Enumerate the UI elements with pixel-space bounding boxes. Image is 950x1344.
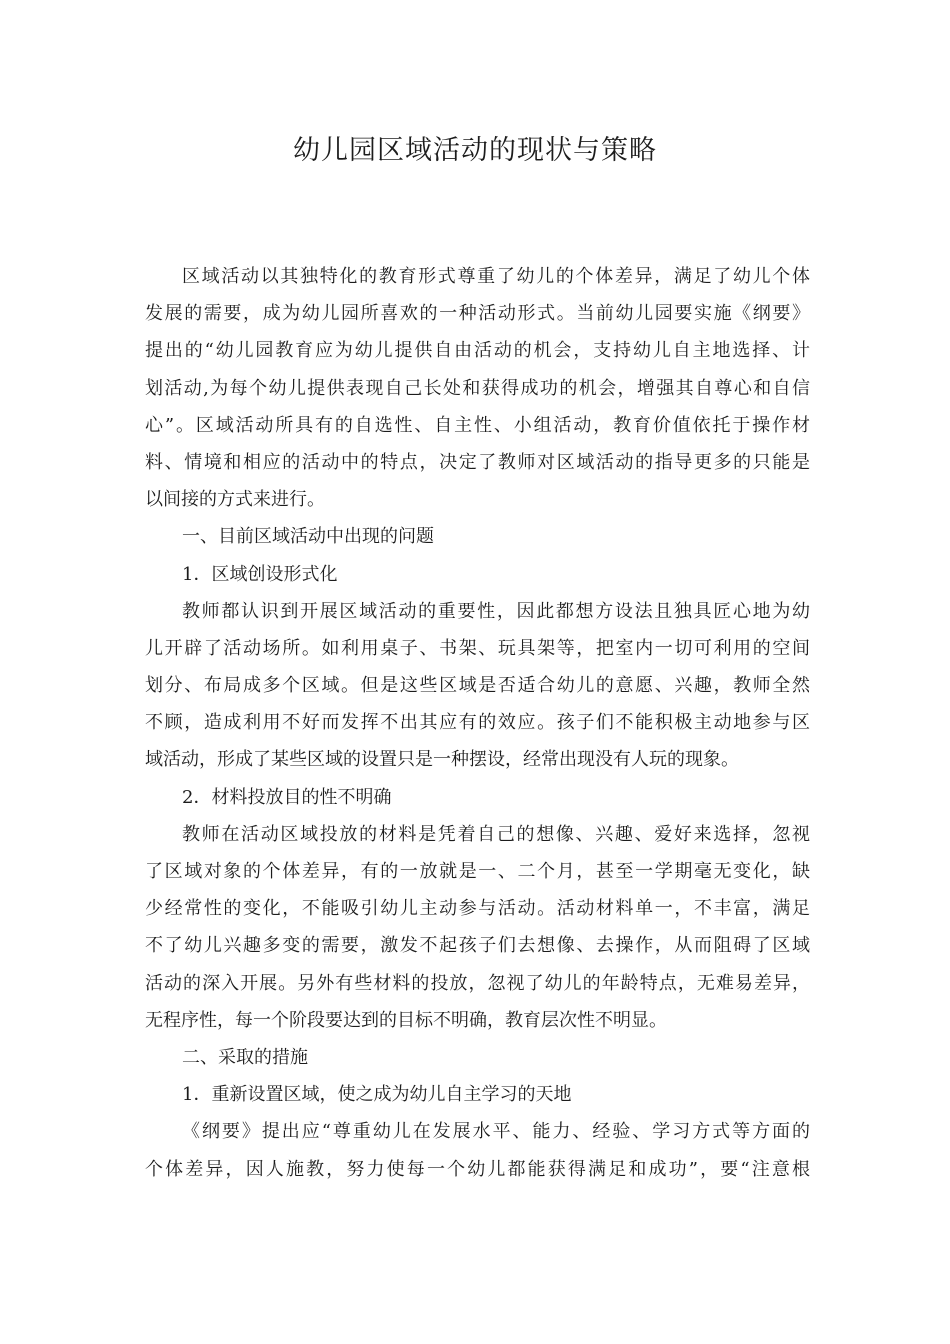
subsection-heading: 2．材料投放目的性不明确	[182, 786, 392, 808]
paragraph-line: 教师都认识到开展区域活动的重要性，因此都想方设法且独具匠心地为幼	[182, 600, 810, 622]
paragraph-line: 活动的深入开展。另外有些材料的投放，忽视了幼儿的年龄特点，无难易差异，	[145, 972, 810, 994]
section-heading: 二、采取的措施	[182, 1046, 308, 1068]
paragraph-line: 提出的“幼儿园教育应为幼儿提供自由活动的机会，支持幼儿自主地选择、计	[145, 340, 810, 362]
paragraph-line: 心”。区域活动所具有的自选性、自主性、小组活动，教育价值依托于操作材	[145, 414, 810, 436]
paragraph-line: 《纲要》提出应“尊重幼儿在发展水平、能力、经验、学习方式等方面的	[182, 1121, 810, 1143]
subsection-heading: 1．重新设置区域，使之成为幼儿自主学习的天地	[182, 1084, 572, 1106]
paragraph-line: 儿开辟了活动场所。如利用桌子、书架、玩具架等，把室内一切可利用的空间	[145, 637, 810, 659]
paragraph-line: 个体差异，因人施教，努力使每一个幼儿都能获得满足和成功”，要“注意根	[145, 1158, 810, 1180]
paragraph-line: 不顾，造成利用不好而发挥不出其应有的效应。孩子们不能积极主动地参与区	[145, 712, 810, 734]
paragraph-line: 以间接的方式来进行。	[145, 489, 325, 511]
paragraph-line: 区域活动以其独特化的教育形式尊重了幼儿的个体差异，满足了幼儿个体	[182, 266, 810, 287]
paragraph-line: 划活动,为每个幼儿提供表现自己长处和获得成功的机会，增强其自尊心和自信	[145, 377, 810, 399]
subsection-heading: 1．区域创设形式化	[182, 563, 338, 585]
paragraph-line: 无程序性，每一个阶段要达到的目标不明确，教育层次性不明显。	[145, 1009, 667, 1031]
document-body	[145, 258, 810, 1188]
section-heading: 一、目前区域活动中出现的问题	[182, 526, 434, 548]
paragraph-line: 了区域对象的个体差异，有的一放就是一、二个月，甚至一学期毫无变化，缺	[145, 861, 810, 882]
paragraph-line: 料、情境和相应的活动中的特点，决定了教师对区域活动的指导更多的只能是	[145, 451, 810, 473]
paragraph-line: 域活动，形成了某些区域的设置只是一种摆设，经常出现没有人玩的现象。	[145, 749, 739, 771]
document-title: 幼儿园区域活动的现状与策略	[293, 135, 657, 166]
paragraph-line: 少经常性的变化，不能吸引幼儿主动参与活动。活动材料单一，不丰富，满足	[145, 898, 810, 920]
paragraph-line: 不了幼儿兴趣多变的需要，激发不起孩子们去想像、去操作，从而阻碍了区域	[145, 935, 810, 957]
paragraph-line: 划分、布局成多个区域。但是这些区域是否适合幼儿的意愿、兴趣，教师全然	[145, 675, 810, 697]
paragraph-line: 发展的需要，成为幼儿园所喜欢的一种活动形式。当前幼儿园要实施《纲要》	[145, 303, 810, 325]
paragraph-line: 教师在活动区域投放的材料是凭着自己的想像、兴趣、爱好来选择，忽视	[182, 823, 810, 845]
